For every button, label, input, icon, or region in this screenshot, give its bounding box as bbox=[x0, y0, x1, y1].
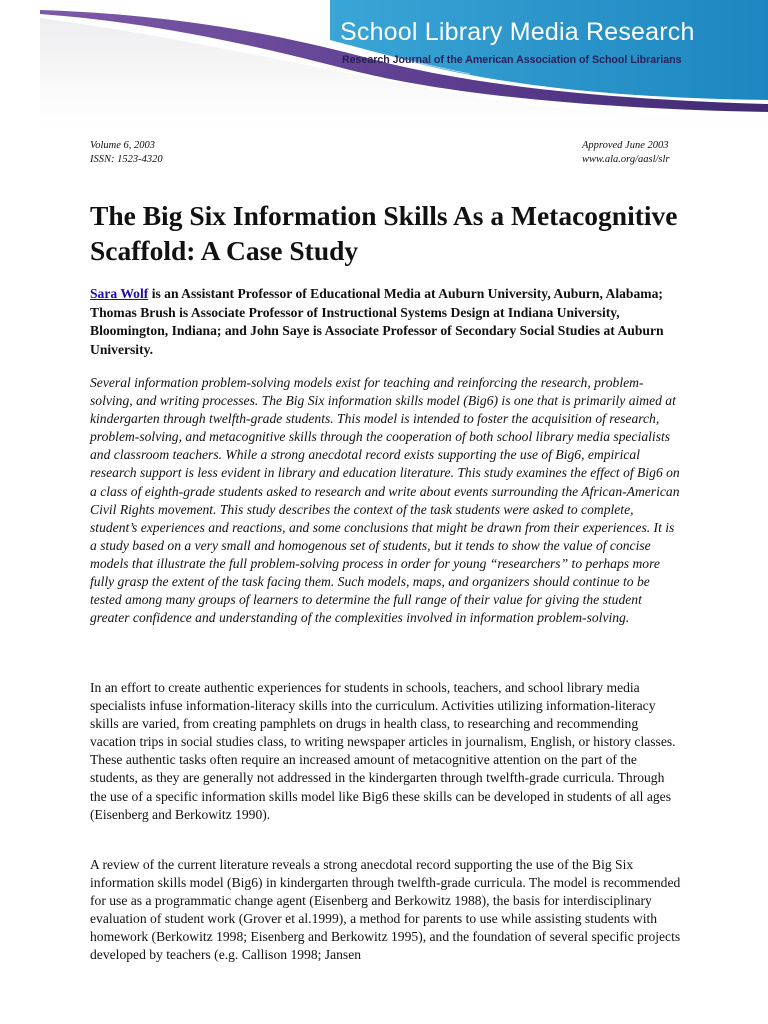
body-paragraph-2: A review of the current literature reveals a strong anecdotal record supporting the use of the Big Six information skills model (Big6) in kindergarten through twelfth-grade curricula. The model is recommended for use as a programmatic change agent (Eisenberg and Berkowitz 1988), the basis for interdisciplinary evaluation of student work (Grover et al.1999), a method for parents to use while assisting students with homework (Berkowitz 1998; Eisenberg and Berkowitz 1995), and the foundation of several specific projects developed by teachers (e.g. Callison 1998; Jansen bbox=[90, 857, 681, 963]
meta-left bbox=[90, 139, 163, 167]
abstract: Several information problem-solving models exist for teaching and reinforcing the research, problem-solving, and writing processes. The Big Six information skills model (Big6) is one that is primarily aimed at kindergarten through twelfth-grade students. This model is intended to foster the acquisition of research, problem-solving, and metacognitive skills through the cooperation of both school library media specialists and classroom teachers. While a strong anecdotal record exists supporting the use of Big6, empirical research support is less evident in library and education literature. This study examines the effect of Big6 on a class of eighth-grade students asked to research and write about events surrounding the African-American Civil Rights movement. This study describes the context of the task students were asked to complete, student’s experiences and reactions, and some conclusions that might be drawn from their experiences. It is a study based on a very small and homogenous set of students, but it tends to show the value of concise models that illustrate the full problem-solving process in order for young “researchers” to perhaps more fully grasp the extent of the task facing them. Such models, maps, and organizers should continue to be tested among many groups of learners to determine the full range of their value for giving the student greater confidence and understanding of the complexities involved in information problem-solving. bbox=[90, 375, 680, 626]
journal-title: School Library Media Research bbox=[340, 18, 695, 46]
volume-line: Volume 6, 2003 bbox=[90, 140, 156, 151]
author-bio-text: is an Assistant Professor of Educational Media at Auburn University, Auburn, Alabama; Thomas Brush is Associate Professor of Instructional Systems Design at Indiana University, Bloomington, Indiana; and John Saye is Associate Professor of Secondary Social Studies at Auburn University. bbox=[90, 286, 664, 357]
journal-url[interactable]: www.ala.org/aasl/slr bbox=[582, 154, 670, 165]
meta-right bbox=[582, 139, 670, 167]
journal-subtitle: Research Journal of the American Association of School Librarians bbox=[342, 54, 682, 66]
approved-line: Approved June 2003 bbox=[582, 140, 669, 151]
issn-line: ISSN: 1523-4320 bbox=[90, 154, 163, 165]
author-bio bbox=[90, 285, 680, 359]
body-paragraph-1: In an effort to create authentic experiences for students in schools, teachers, and school library media specialists infuse information-literacy skills into the curriculum. Activities utilizing information-literacy skills are varied, from creating pamphlets on drugs in health class, to researching and recommending vacation trips in social studies class, to writing newspaper articles in journalism, English, or history classes. These authentic tasks often require an increased amount of metacognitive attention on the part of the students, as they are generally not addressed in the kindergarten through twelfth-grade curricula. Through the use of a specific information skills model like Big6 these skills can be developed in students of all ages (Eisenberg and Berkowitz 1990). bbox=[90, 680, 676, 822]
author-link[interactable]: Sara Wolf bbox=[90, 286, 149, 301]
journal-banner bbox=[0, 0, 768, 122]
article-title: The Big Six Information Skills As a Metacognitive Scaffold: A Case Study bbox=[90, 200, 678, 266]
